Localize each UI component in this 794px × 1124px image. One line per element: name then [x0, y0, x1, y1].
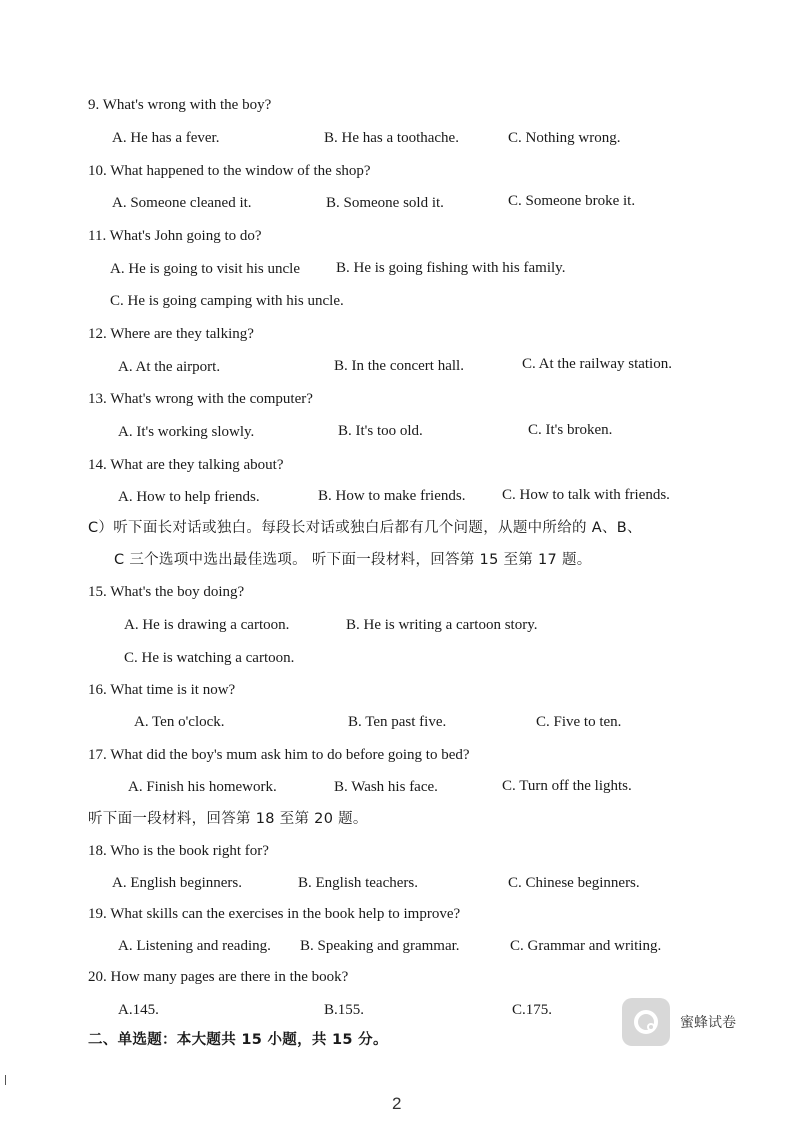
option-c: C. It's broken.	[528, 422, 613, 438]
section-c-instruction: C）听下面长对话或独白。每段长对话或独白后都有几个问题，从题中所给的 A、B、	[88, 520, 642, 536]
option-a: A. He is going to visit his uncle	[110, 261, 300, 277]
question-stem: 13. What's wrong with the computer?	[88, 391, 313, 407]
option-c: C. He is watching a cartoon.	[124, 650, 295, 666]
option-b: B. Speaking and grammar.	[300, 938, 460, 954]
option-a: A. Listening and reading.	[118, 938, 271, 954]
option-a: A. Finish his homework.	[128, 779, 277, 795]
question-stem: 9. What's wrong with the boy?	[88, 97, 272, 113]
bee-logo-icon	[622, 998, 670, 1046]
option-a: A. He has a fever.	[112, 130, 220, 146]
option-b: B. Ten past five.	[348, 714, 447, 730]
margin-mark	[5, 1075, 6, 1085]
option-a: A. At the airport.	[118, 359, 221, 375]
question-stem: 14. What are they talking about?	[88, 457, 284, 473]
option-c: C. Turn off the lights.	[502, 778, 632, 794]
option-c: C. Five to ten.	[536, 714, 622, 730]
option-a: A. Someone cleaned it.	[112, 195, 252, 211]
option-c: C. Nothing wrong.	[508, 130, 621, 146]
option-b: B. Someone sold it.	[326, 195, 444, 211]
question-stem: 20. How many pages are there in the book?	[88, 969, 349, 985]
option-c: C. Chinese beginners.	[508, 875, 640, 891]
question-stem: 15. What's the boy doing?	[88, 584, 245, 600]
question-stem: 12. Where are they talking?	[88, 326, 254, 342]
option-c: C. Someone broke it.	[508, 193, 636, 209]
question-stem: 17. What did the boy's mum ask him to do before going to bed?	[88, 747, 470, 763]
option-b: B. Wash his face.	[334, 779, 438, 795]
option-c: C. How to talk with friends.	[502, 487, 670, 503]
option-a: A. English beginners.	[112, 875, 242, 891]
section-two-heading: 二、单选题：本大题共 15 小题，共 15 分。	[88, 1032, 388, 1048]
option-b: B. He is going fishing with his family.	[336, 260, 566, 276]
option-c: C. At the railway station.	[522, 356, 672, 372]
option-b: B. How to make friends.	[318, 488, 466, 504]
option-c: C. He is going camping with his uncle.	[110, 293, 344, 309]
option-b: B. In the concert hall.	[334, 358, 464, 374]
option-c: C. Grammar and writing.	[510, 938, 662, 954]
question-stem: 10. What happened to the window of the shop?	[88, 163, 371, 179]
option-a: A. How to help friends.	[118, 489, 260, 505]
question-stem: 18. Who is the book right for?	[88, 843, 269, 859]
option-b: B. He is writing a cartoon story.	[346, 617, 538, 633]
option-a: A. He is drawing a cartoon.	[124, 617, 290, 633]
option-a: A.145.	[118, 1002, 159, 1018]
option-b: B. It's too old.	[338, 423, 423, 439]
section-instruction-18-20: 听下面一段材料，回答第 18 至第 20 题。	[88, 811, 368, 827]
option-a: A. It's working slowly.	[118, 424, 255, 440]
option-b: B. He has a toothache.	[324, 130, 459, 146]
question-stem: 16. What time is it now?	[88, 682, 236, 698]
option-b: B. English teachers.	[298, 875, 418, 891]
question-stem: 11. What's John going to do?	[88, 228, 262, 244]
option-b: B.155.	[324, 1002, 365, 1018]
page-number: 2	[392, 1094, 402, 1113]
option-c: C.175.	[512, 1002, 553, 1018]
watermark-text: 蜜蜂试卷	[680, 1015, 736, 1031]
option-a: A. Ten o'clock.	[134, 714, 225, 730]
section-c-instruction-cont: C 三个选项中选出最佳选项。 听下面一段材料，回答第 15 至第 17 题。	[114, 552, 592, 568]
question-stem: 19. What skills can the exercises in the book help to improve?	[88, 906, 461, 922]
